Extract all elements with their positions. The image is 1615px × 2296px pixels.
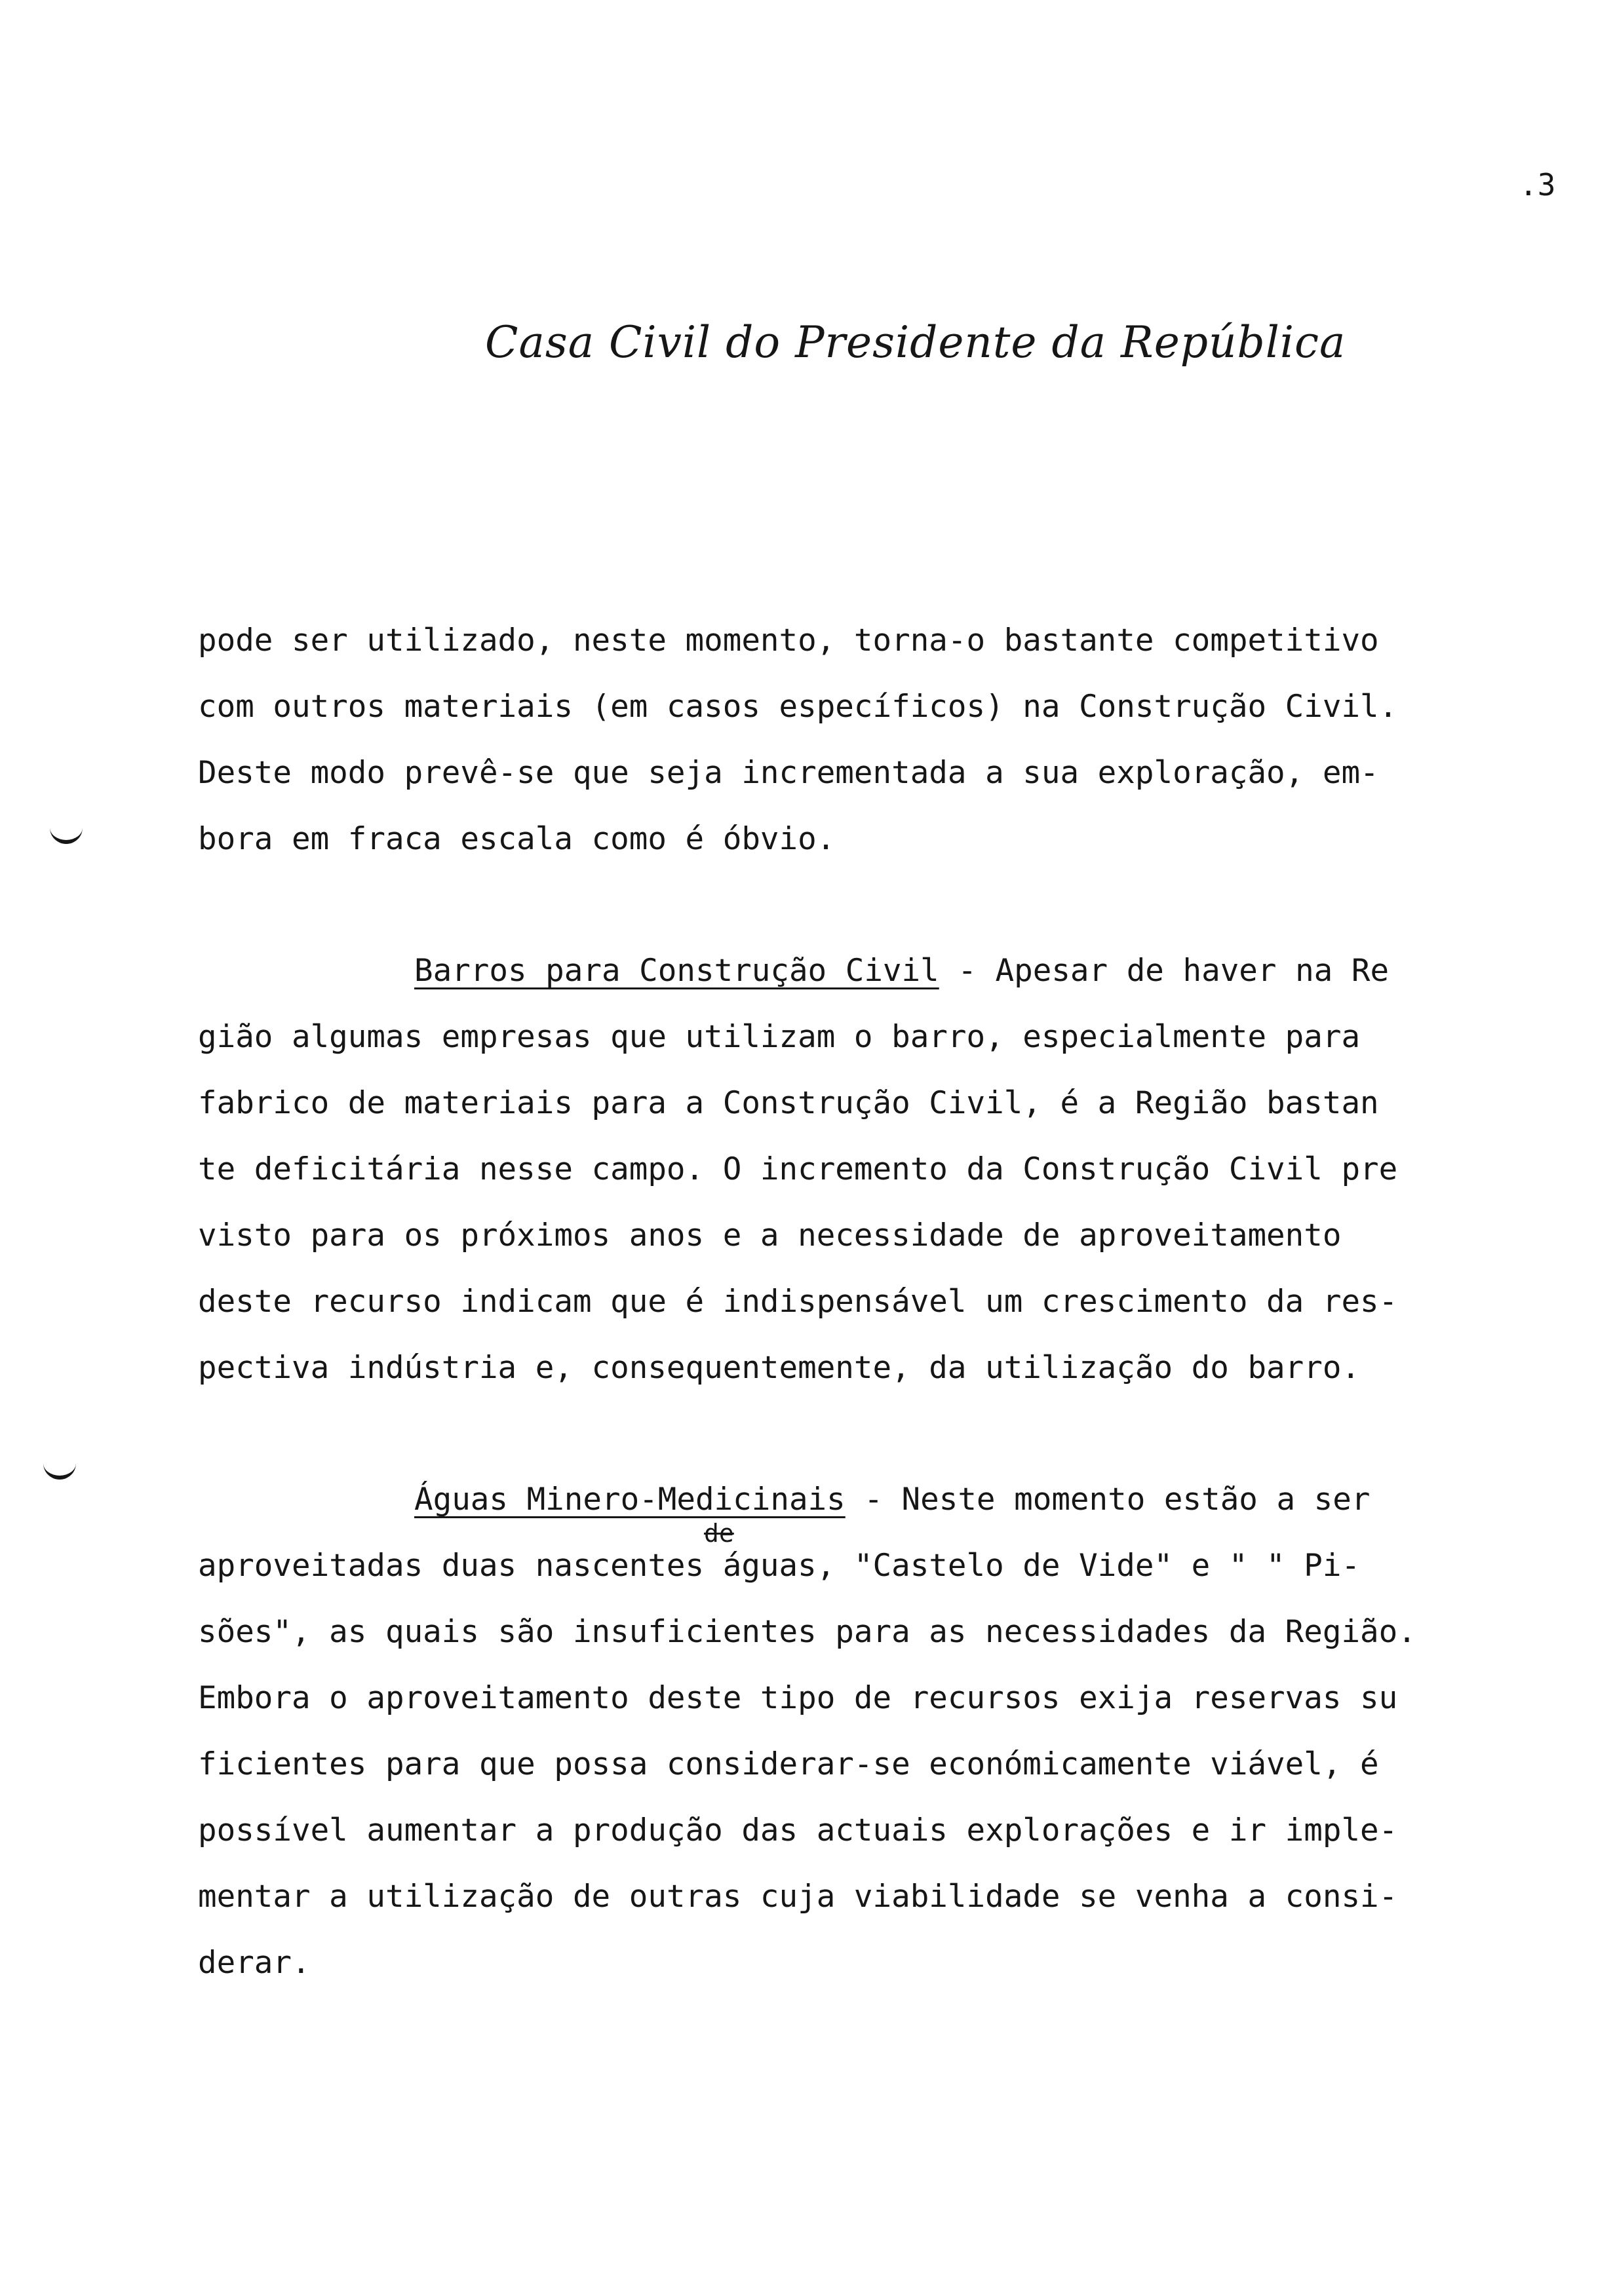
text-line: gião algumas empresas que utilizam o barro, especialmente para — [198, 1019, 1361, 1055]
text-line: mentar a utilização de outras cuja viabilidade se venha a consi- — [198, 1879, 1398, 1915]
text-line: com outros materiais (em casos específicos) na Construção Civil. — [198, 689, 1398, 725]
text-run: - Neste momento estão a ser — [845, 1482, 1371, 1518]
text-line: te deficitária nesse campo. O incremento da Construção Civil pre — [198, 1151, 1398, 1187]
text-line: pectiva indústria e, consequentemente, da utilização do barro. — [198, 1350, 1361, 1386]
page-number: .3 — [1519, 167, 1556, 202]
section-heading: Águas Minero-Medicinais — [414, 1482, 846, 1518]
text-line: Embora o aproveitamento deste tipo de recursos exija reservas su — [198, 1680, 1398, 1716]
text-line: derar. — [198, 1945, 311, 1981]
text-line: possível aumentar a produção das actuais explorações e ir imple- — [198, 1812, 1398, 1848]
text-line: Deste modo prevê-se que seja incrementada a sua exploração, em- — [198, 755, 1379, 791]
text-line: ficientes para que possa considerar-se económicamente viável, é — [198, 1746, 1379, 1782]
text-line — [414, 1480, 1370, 1520]
text-line: pode ser utilizado, neste momento, torna-o bastante competitivo — [198, 622, 1379, 659]
text-line: deste recurso indicam que é indispensável um crescimento da res- — [198, 1284, 1398, 1320]
text-line: fabrico de materiais para a Construção Civil, é a Região bastan — [198, 1085, 1379, 1121]
text-line: sões", as quais são insuficientes para as necessidades da Região. — [198, 1614, 1416, 1650]
margin-mark-2 — [43, 1460, 76, 1480]
text-run: - Apesar de haver na Re — [939, 953, 1390, 989]
section-heading: Barros para Construção Civil — [414, 953, 939, 989]
text-line: aproveitadas duas nascentes águas, "Castelo de Vide" e " " Pi- — [198, 1548, 1361, 1584]
handwritten-insert: de — [704, 1519, 734, 1548]
text-line — [414, 951, 1389, 991]
margin-mark-1 — [50, 824, 83, 844]
text-line: bora em fraca escala como é óbvio. — [198, 821, 836, 857]
text-line: visto para os próximos anos e a necessidade de aproveitamento — [198, 1217, 1342, 1253]
letterhead: Casa Civil do Presidente da República — [485, 317, 1346, 368]
